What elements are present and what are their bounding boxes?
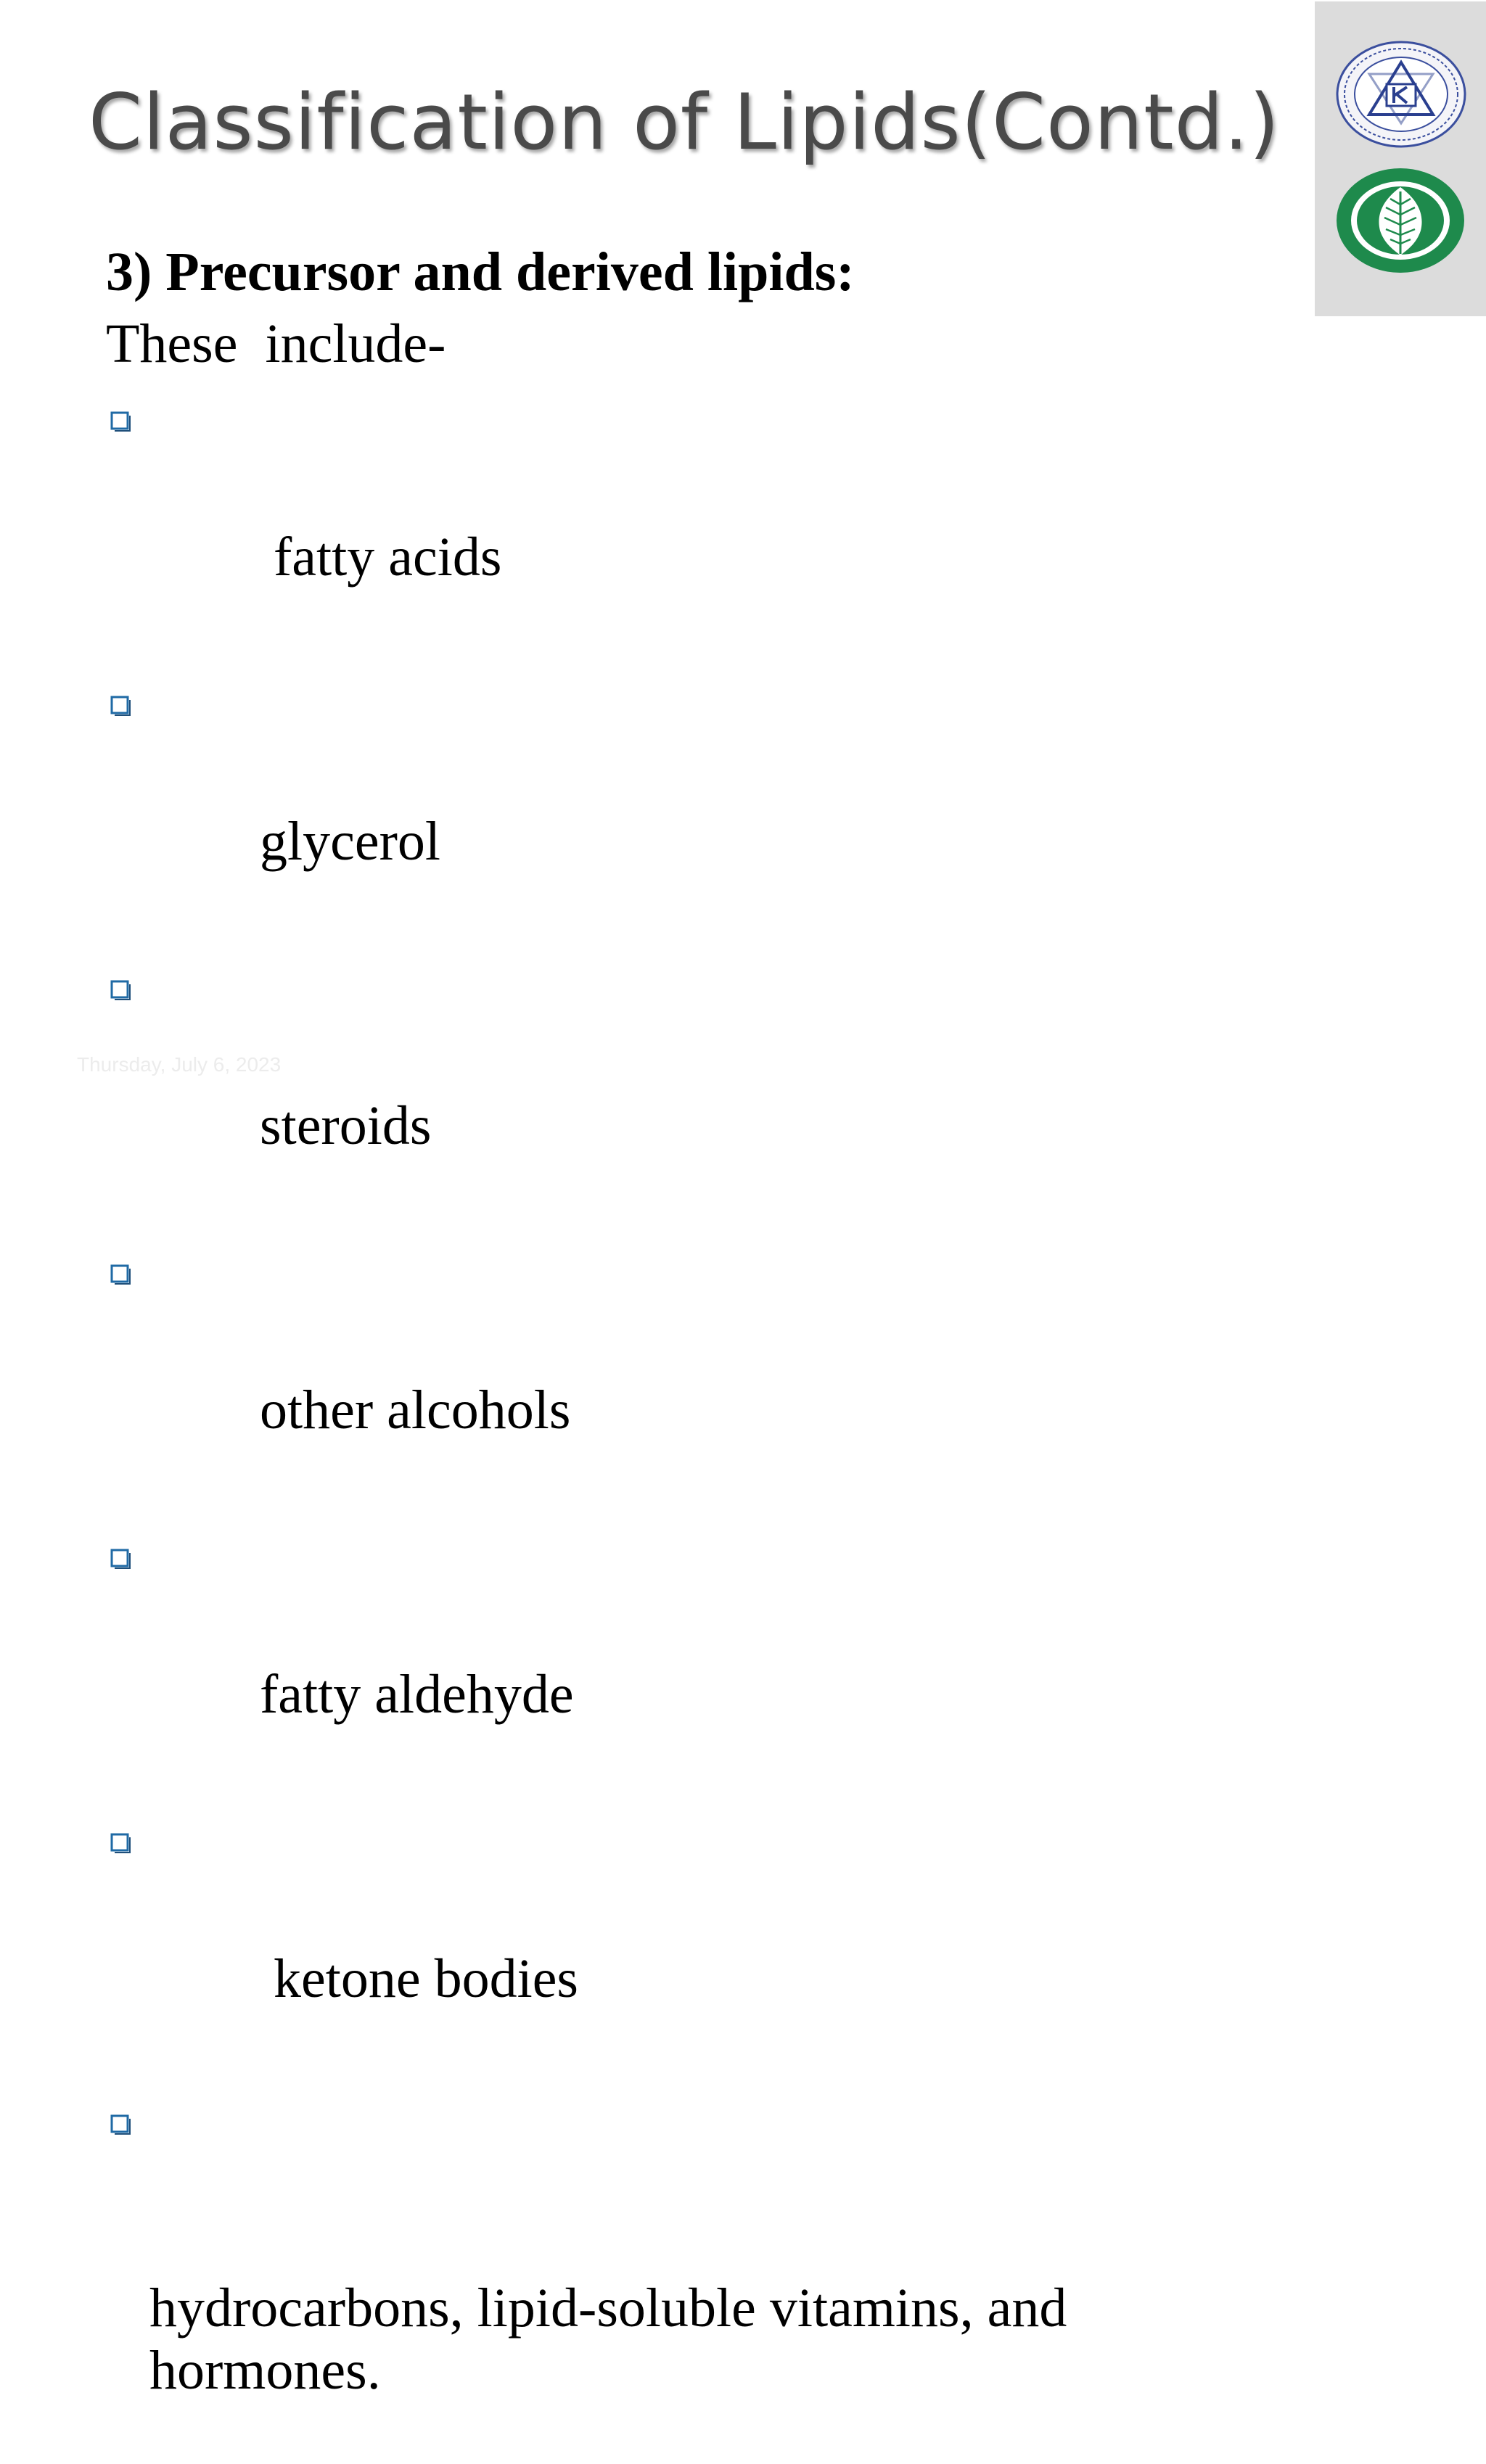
university-seal-logo bbox=[1334, 39, 1468, 149]
list-item-text: fatty acids bbox=[260, 527, 502, 588]
hollow-square-bullet-icon bbox=[110, 1833, 132, 1855]
list-item bbox=[106, 1517, 1281, 1801]
green-leaf-logo bbox=[1335, 167, 1466, 274]
list-item bbox=[106, 1801, 1281, 2085]
list-item-text: ketone bodies bbox=[260, 1948, 579, 2009]
list-item bbox=[106, 379, 1281, 664]
list-item-text: other alcohols bbox=[260, 1380, 571, 1441]
hollow-square-bullet-icon bbox=[110, 980, 132, 1002]
list-item bbox=[106, 664, 1281, 948]
list-item-text: glycerol bbox=[260, 811, 441, 872]
logo-panel bbox=[1315, 1, 1486, 316]
slide-title: Classification of Lipids(Contd.) bbox=[89, 78, 1280, 167]
section-heading: 3) Precursor and derived lipids: bbox=[106, 242, 855, 302]
list-item bbox=[106, 948, 1281, 1232]
hollow-square-bullet-icon bbox=[110, 696, 132, 717]
intro-text: These include- bbox=[106, 313, 446, 374]
hollow-square-bullet-icon bbox=[110, 1264, 132, 1286]
hollow-square-bullet-icon bbox=[110, 1549, 132, 1570]
slide-content bbox=[106, 236, 1281, 2464]
list-item-text: steroids bbox=[260, 1095, 432, 1156]
hollow-square-bullet-icon bbox=[110, 411, 132, 433]
hollow-square-bullet-icon bbox=[110, 2114, 132, 2136]
list-item bbox=[106, 2085, 1281, 2464]
footer-date: Thursday, July 6, 2023 bbox=[77, 1053, 282, 1076]
bullet-list bbox=[106, 379, 1281, 2464]
list-item bbox=[106, 1232, 1281, 1517]
list-item-text: fatty aldehyde bbox=[260, 1664, 574, 1725]
list-item-text: hydrocarbons, lipid-soluble vitamins, and hormones. bbox=[149, 2278, 1081, 2401]
